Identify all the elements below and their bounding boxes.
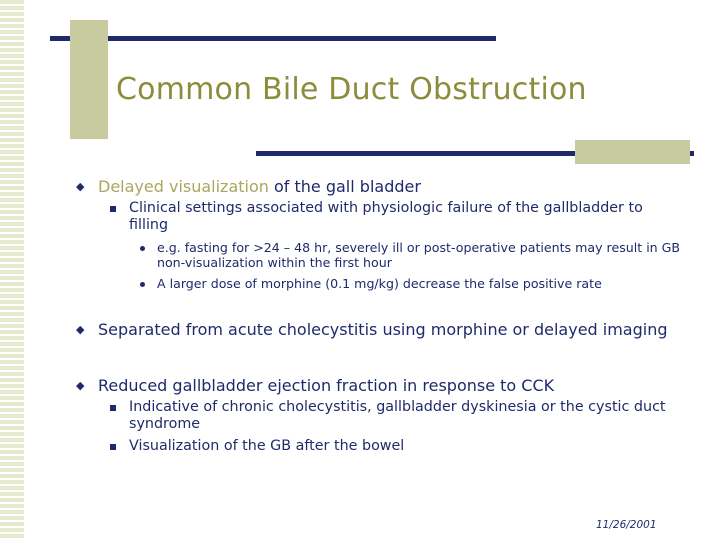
sub-bullet-chronic: Indicative of chronic cholecystitis, gallbladder dyskinesia or the cystic duct syndrome	[129, 399, 666, 433]
dot-bullet-icon	[140, 282, 145, 287]
dot-bullet-icon	[140, 246, 145, 251]
diamond-bullet-icon: ◆	[76, 180, 85, 193]
highlight-text: Delayed visualization	[98, 177, 269, 196]
diamond-bullet-icon: ◆	[76, 323, 85, 336]
sub-sub-bullet-fasting: e.g. fasting for >24 – 48 hr, severely ill or post-operative patients may result in GB non-visualization within the first hour	[157, 240, 681, 271]
sub-bullet-visualization-after-bowel: Visualization of the GB after the bowel	[129, 438, 405, 454]
square-bullet-icon	[110, 405, 116, 411]
square-bullet-icon	[110, 206, 116, 212]
sub-sub-bullet-morphine-dose: A larger dose of morphine (0.1 mg/kg) decrease the false positive rate	[157, 276, 602, 291]
diamond-bullet-icon: ◆	[76, 379, 85, 392]
sub-bullet-clinical-settings: Clinical settings associated with physiologic failure of the gallbladder to filling	[129, 200, 643, 234]
slide-date: 11/26/2001	[596, 519, 657, 531]
bullet-reduced-ejection: Reduced gallbladder ejection fraction in response to CCK	[98, 376, 555, 395]
square-bullet-icon	[110, 444, 116, 450]
slide-title: Common Bile Duct Obstruction	[116, 72, 587, 107]
bullet-delayed-visualization: Delayed visualization of the gall bladder	[98, 177, 421, 196]
bullet-separated: Separated from acute cholecystitis using morphine or delayed imaging	[98, 320, 668, 339]
